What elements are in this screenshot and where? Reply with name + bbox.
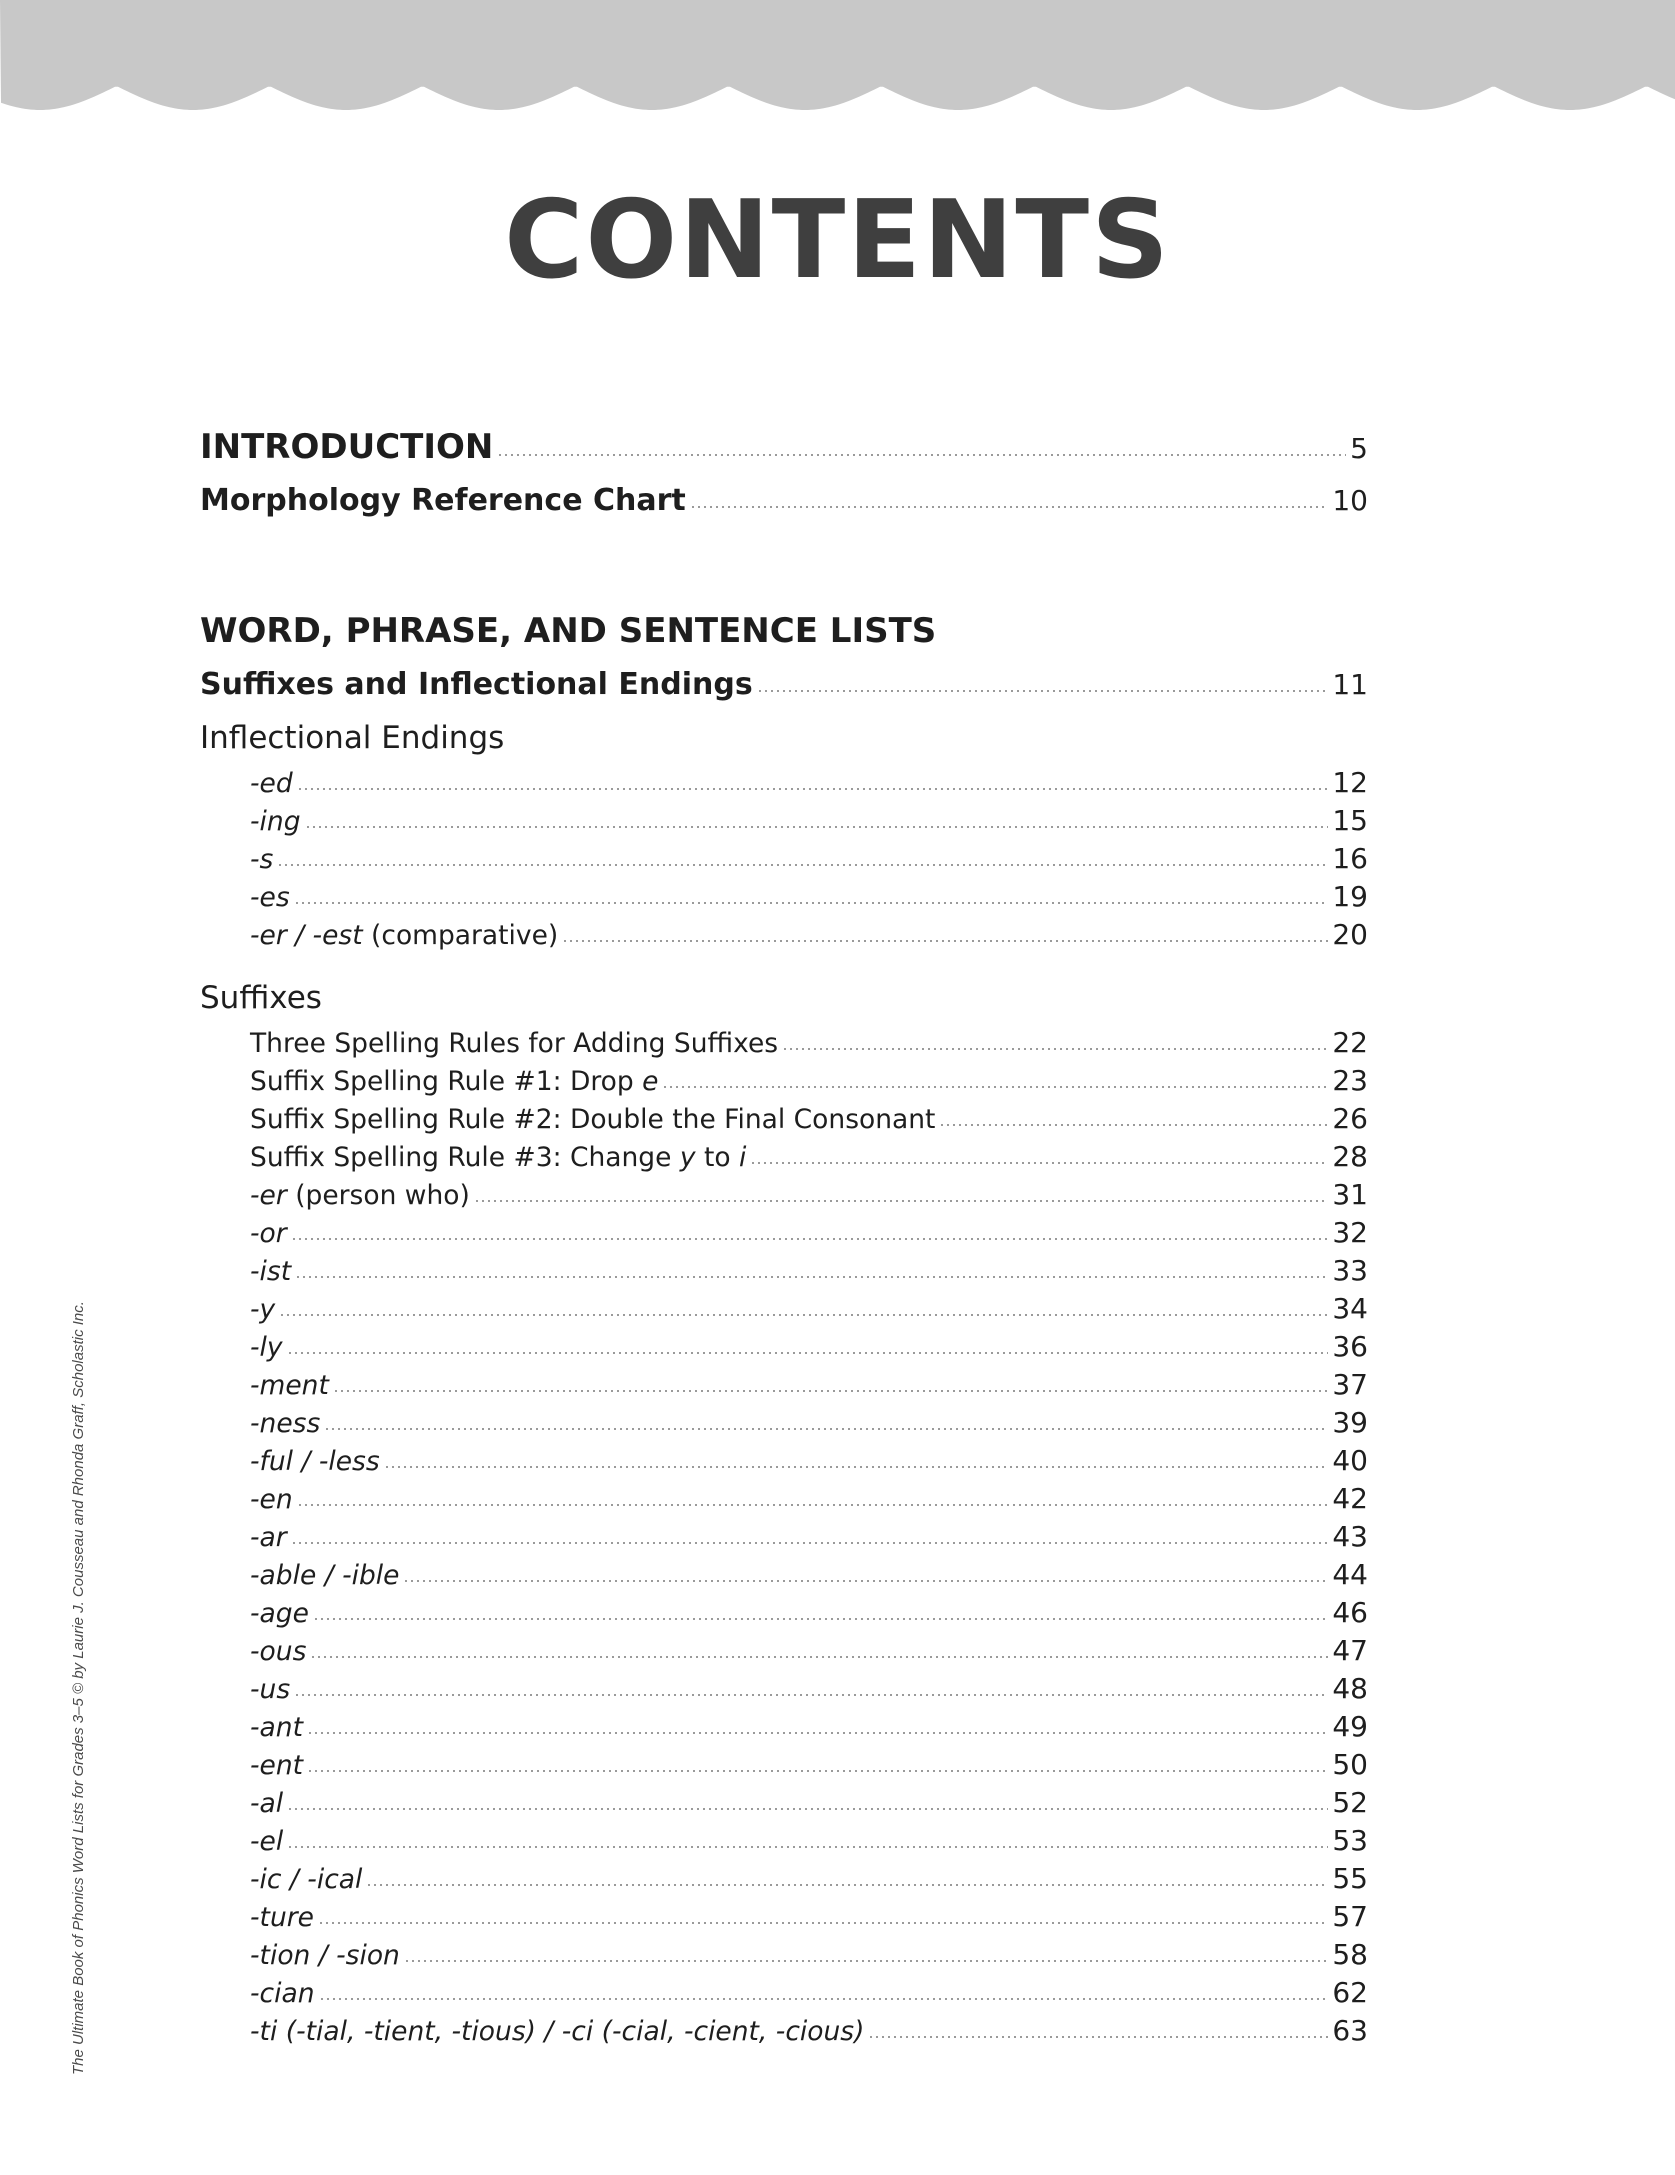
toc-entry[interactable] [200, 916, 1368, 954]
toc-entry-label: -en [250, 1484, 293, 1515]
toc-entry[interactable] [200, 1670, 1368, 1708]
toc-entry-label: -s [250, 844, 274, 875]
dot-leader [294, 902, 1329, 904]
toc-entry-label: -age [250, 1598, 309, 1629]
toc-page-number: 57 [1332, 1900, 1368, 1933]
dot-leader [291, 1238, 1329, 1240]
dot-leader [307, 1770, 1328, 1772]
toc-page-number: 62 [1332, 1976, 1368, 2009]
toc-entry[interactable] [200, 1708, 1368, 1746]
toc-entry[interactable] [200, 1518, 1368, 1556]
toc-page-number: 43 [1332, 1520, 1368, 1553]
toc-page-number: 48 [1332, 1672, 1368, 1705]
dot-leader [497, 454, 1346, 456]
toc-entry-morphology-chart[interactable] [200, 474, 1368, 528]
toc-entry-label: -us [250, 1674, 291, 1705]
dot-leader [287, 1352, 1329, 1354]
toc-entry[interactable] [200, 1936, 1368, 1974]
toc-entry[interactable] [200, 1062, 1368, 1100]
toc-entry[interactable] [200, 1632, 1368, 1670]
dot-leader [474, 1200, 1329, 1202]
toc-page-number: 47 [1332, 1634, 1368, 1667]
toc-page-number: 16 [1332, 842, 1368, 875]
toc-entry[interactable] [200, 1138, 1368, 1176]
toc-page-number: 26 [1332, 1102, 1368, 1135]
inflectional-list [200, 764, 1368, 954]
toc-entry-label: -ment [250, 1370, 329, 1401]
toc-entry-label: INTRODUCTION [200, 427, 494, 467]
dot-leader [333, 1390, 1328, 1392]
dot-leader [310, 1656, 1328, 1658]
dot-leader [287, 1846, 1328, 1848]
dot-leader [297, 1504, 1329, 1506]
toc-entry-label: -ist [250, 1256, 292, 1287]
toc-entry[interactable] [200, 1860, 1368, 1898]
section-heading: WORD, PHRASE, AND SENTENCE LISTS [200, 611, 937, 651]
toc-entry[interactable] [200, 1176, 1368, 1214]
toc-page-number: 44 [1332, 1558, 1368, 1591]
toc-entry-label: -er (person who) [250, 1180, 470, 1211]
toc-entry-label: Suffix Spelling Rule #3: Change y to i [250, 1142, 747, 1173]
toc-entry[interactable] [200, 1366, 1368, 1404]
toc-entry[interactable] [200, 1100, 1368, 1138]
toc-page-number: 46 [1332, 1596, 1368, 1629]
table-of-contents [200, 420, 1368, 2050]
toc-page-number: 19 [1332, 880, 1368, 913]
dot-leader [324, 1428, 1328, 1430]
toc-entry[interactable] [200, 1480, 1368, 1518]
toc-page-number: 31 [1332, 1178, 1368, 1211]
toc-page-number: 11 [1332, 668, 1368, 701]
dot-leader [287, 1808, 1328, 1810]
toc-page-number: 12 [1332, 766, 1368, 799]
dot-leader [313, 1618, 1328, 1620]
dot-leader [757, 690, 1329, 692]
dot-leader [318, 1922, 1328, 1924]
toc-entry[interactable] [200, 840, 1368, 878]
toc-entry-label: -es [250, 882, 290, 913]
toc-entry-introduction[interactable] [200, 420, 1368, 474]
toc-entry[interactable] [200, 1822, 1368, 1860]
toc-page-number: 33 [1332, 1254, 1368, 1287]
toc-page-number: 58 [1332, 1938, 1368, 1971]
toc-entry-label: Suffix Spelling Rule #1: Drop e [250, 1066, 659, 1097]
dot-leader [868, 2036, 1328, 2038]
toc-entry[interactable] [200, 1746, 1368, 1784]
toc-entry-label: -ent [250, 1750, 304, 1781]
group-heading-suffixes: Suffixes [200, 980, 322, 1016]
toc-entry[interactable] [200, 2012, 1368, 2050]
toc-page-number: 49 [1332, 1710, 1368, 1743]
toc-page-number: 42 [1332, 1482, 1368, 1515]
toc-entry[interactable] [200, 878, 1368, 916]
toc-entry-label: -ant [250, 1712, 303, 1743]
toc-page-number: 39 [1332, 1406, 1368, 1439]
dot-leader [277, 864, 1328, 866]
toc-page-number: 36 [1332, 1330, 1368, 1363]
toc-entry-label: -ly [250, 1332, 283, 1363]
suffixes-list [200, 1024, 1368, 2050]
dot-leader [305, 826, 1329, 828]
toc-page-number: 23 [1332, 1064, 1368, 1097]
toc-entry-label: Suffixes and Inflectional Endings [200, 667, 753, 702]
toc-entry-label: -ing [250, 806, 301, 837]
toc-page-number: 22 [1332, 1026, 1368, 1059]
toc-page-number: 34 [1332, 1292, 1368, 1325]
toc-entry-label: -ous [250, 1636, 307, 1667]
dot-leader [662, 1086, 1328, 1088]
toc-entry[interactable] [200, 1784, 1368, 1822]
toc-entry-label: -al [250, 1788, 284, 1819]
copyright-spine-text: The Ultimate Book of Phonics Word Lists for Grades 3–5 © by Laurie J. Cousseau and Rhonda Graff, Scholastic Inc. [70, 1301, 87, 2075]
toc-entry[interactable] [200, 1404, 1368, 1442]
toc-page-number: 50 [1332, 1748, 1368, 1781]
toc-page-number: 40 [1332, 1444, 1368, 1477]
toc-entry[interactable] [200, 1556, 1368, 1594]
toc-entry[interactable] [200, 1024, 1368, 1062]
dot-leader [690, 506, 1329, 508]
toc-page-number: 52 [1332, 1786, 1368, 1819]
toc-page-number: 28 [1332, 1140, 1368, 1173]
dot-leader [366, 1884, 1328, 1886]
page-title: CONTENTS [504, 178, 1171, 303]
toc-entry-label: -y [250, 1294, 276, 1325]
toc-entry-label: Morphology Reference Chart [200, 483, 686, 518]
toc-entry-label: -ness [250, 1408, 321, 1439]
dot-leader [307, 1732, 1328, 1734]
toc-page-number: 37 [1332, 1368, 1368, 1401]
dot-leader [297, 788, 1329, 790]
toc-entry-label: -tion / -sion [250, 1940, 400, 1971]
toc-entry-label: -ture [250, 1902, 314, 1933]
toc-entry[interactable] [200, 1442, 1368, 1480]
toc-entry[interactable] [200, 1328, 1368, 1366]
toc-page-number: 32 [1332, 1216, 1368, 1249]
dot-leader [295, 1276, 1328, 1278]
toc-entry-label: -el [250, 1826, 284, 1857]
toc-entry-label: -cian [250, 1978, 315, 2009]
dot-leader [319, 1998, 1329, 2000]
toc-entry-label: -ic / -ical [250, 1864, 363, 1895]
toc-page-number: 5 [1350, 432, 1368, 465]
toc-entry[interactable] [200, 764, 1368, 802]
dot-leader [403, 1580, 1328, 1582]
toc-entry[interactable] [200, 1898, 1368, 1936]
toc-page-number: 20 [1332, 918, 1368, 951]
toc-page-number: 15 [1332, 804, 1368, 837]
toc-entry-label: Three Spelling Rules for Adding Suffixes [250, 1028, 779, 1059]
toc-entry[interactable] [200, 1214, 1368, 1252]
toc-page-number: 63 [1332, 2014, 1368, 2047]
dot-leader [404, 1960, 1329, 1962]
toc-entry[interactable] [200, 1974, 1368, 2012]
toc-page-number: 53 [1332, 1824, 1368, 1857]
scalloped-banner [0, 0, 1675, 120]
dot-leader [562, 940, 1328, 942]
toc-entry[interactable] [200, 1252, 1368, 1290]
dot-leader [750, 1162, 1328, 1164]
dot-leader [384, 1466, 1329, 1468]
toc-page-number: 55 [1332, 1862, 1368, 1895]
group-heading-inflectional: Inflectional Endings [200, 720, 505, 756]
toc-entry-label: -or [250, 1218, 287, 1249]
toc-entry-label: -er / -est (comparative) [250, 920, 559, 951]
toc-entry-label: -able / -ible [250, 1560, 400, 1591]
dot-leader [782, 1048, 1328, 1050]
toc-entry-suffixes-inflectional[interactable] [200, 658, 1368, 712]
toc-entry-label: -ar [250, 1522, 287, 1553]
toc-entry-label: Suffix Spelling Rule #2: Double the Final Consonant [250, 1104, 936, 1135]
dot-leader [294, 1694, 1328, 1696]
toc-entry[interactable] [200, 802, 1368, 840]
toc-entry[interactable] [200, 1290, 1368, 1328]
dot-leader [291, 1542, 1329, 1544]
toc-entry-label: -ful / -less [250, 1446, 380, 1477]
toc-entry-label: -ed [250, 768, 293, 799]
dot-leader [939, 1124, 1328, 1126]
toc-entry[interactable] [200, 1594, 1368, 1632]
toc-page-number: 10 [1332, 484, 1368, 517]
dot-leader [279, 1314, 1328, 1316]
toc-entry-label: -ti (-tial, -tient, -tious) / -ci (-cial, -cient, -cious) [250, 2016, 865, 2047]
